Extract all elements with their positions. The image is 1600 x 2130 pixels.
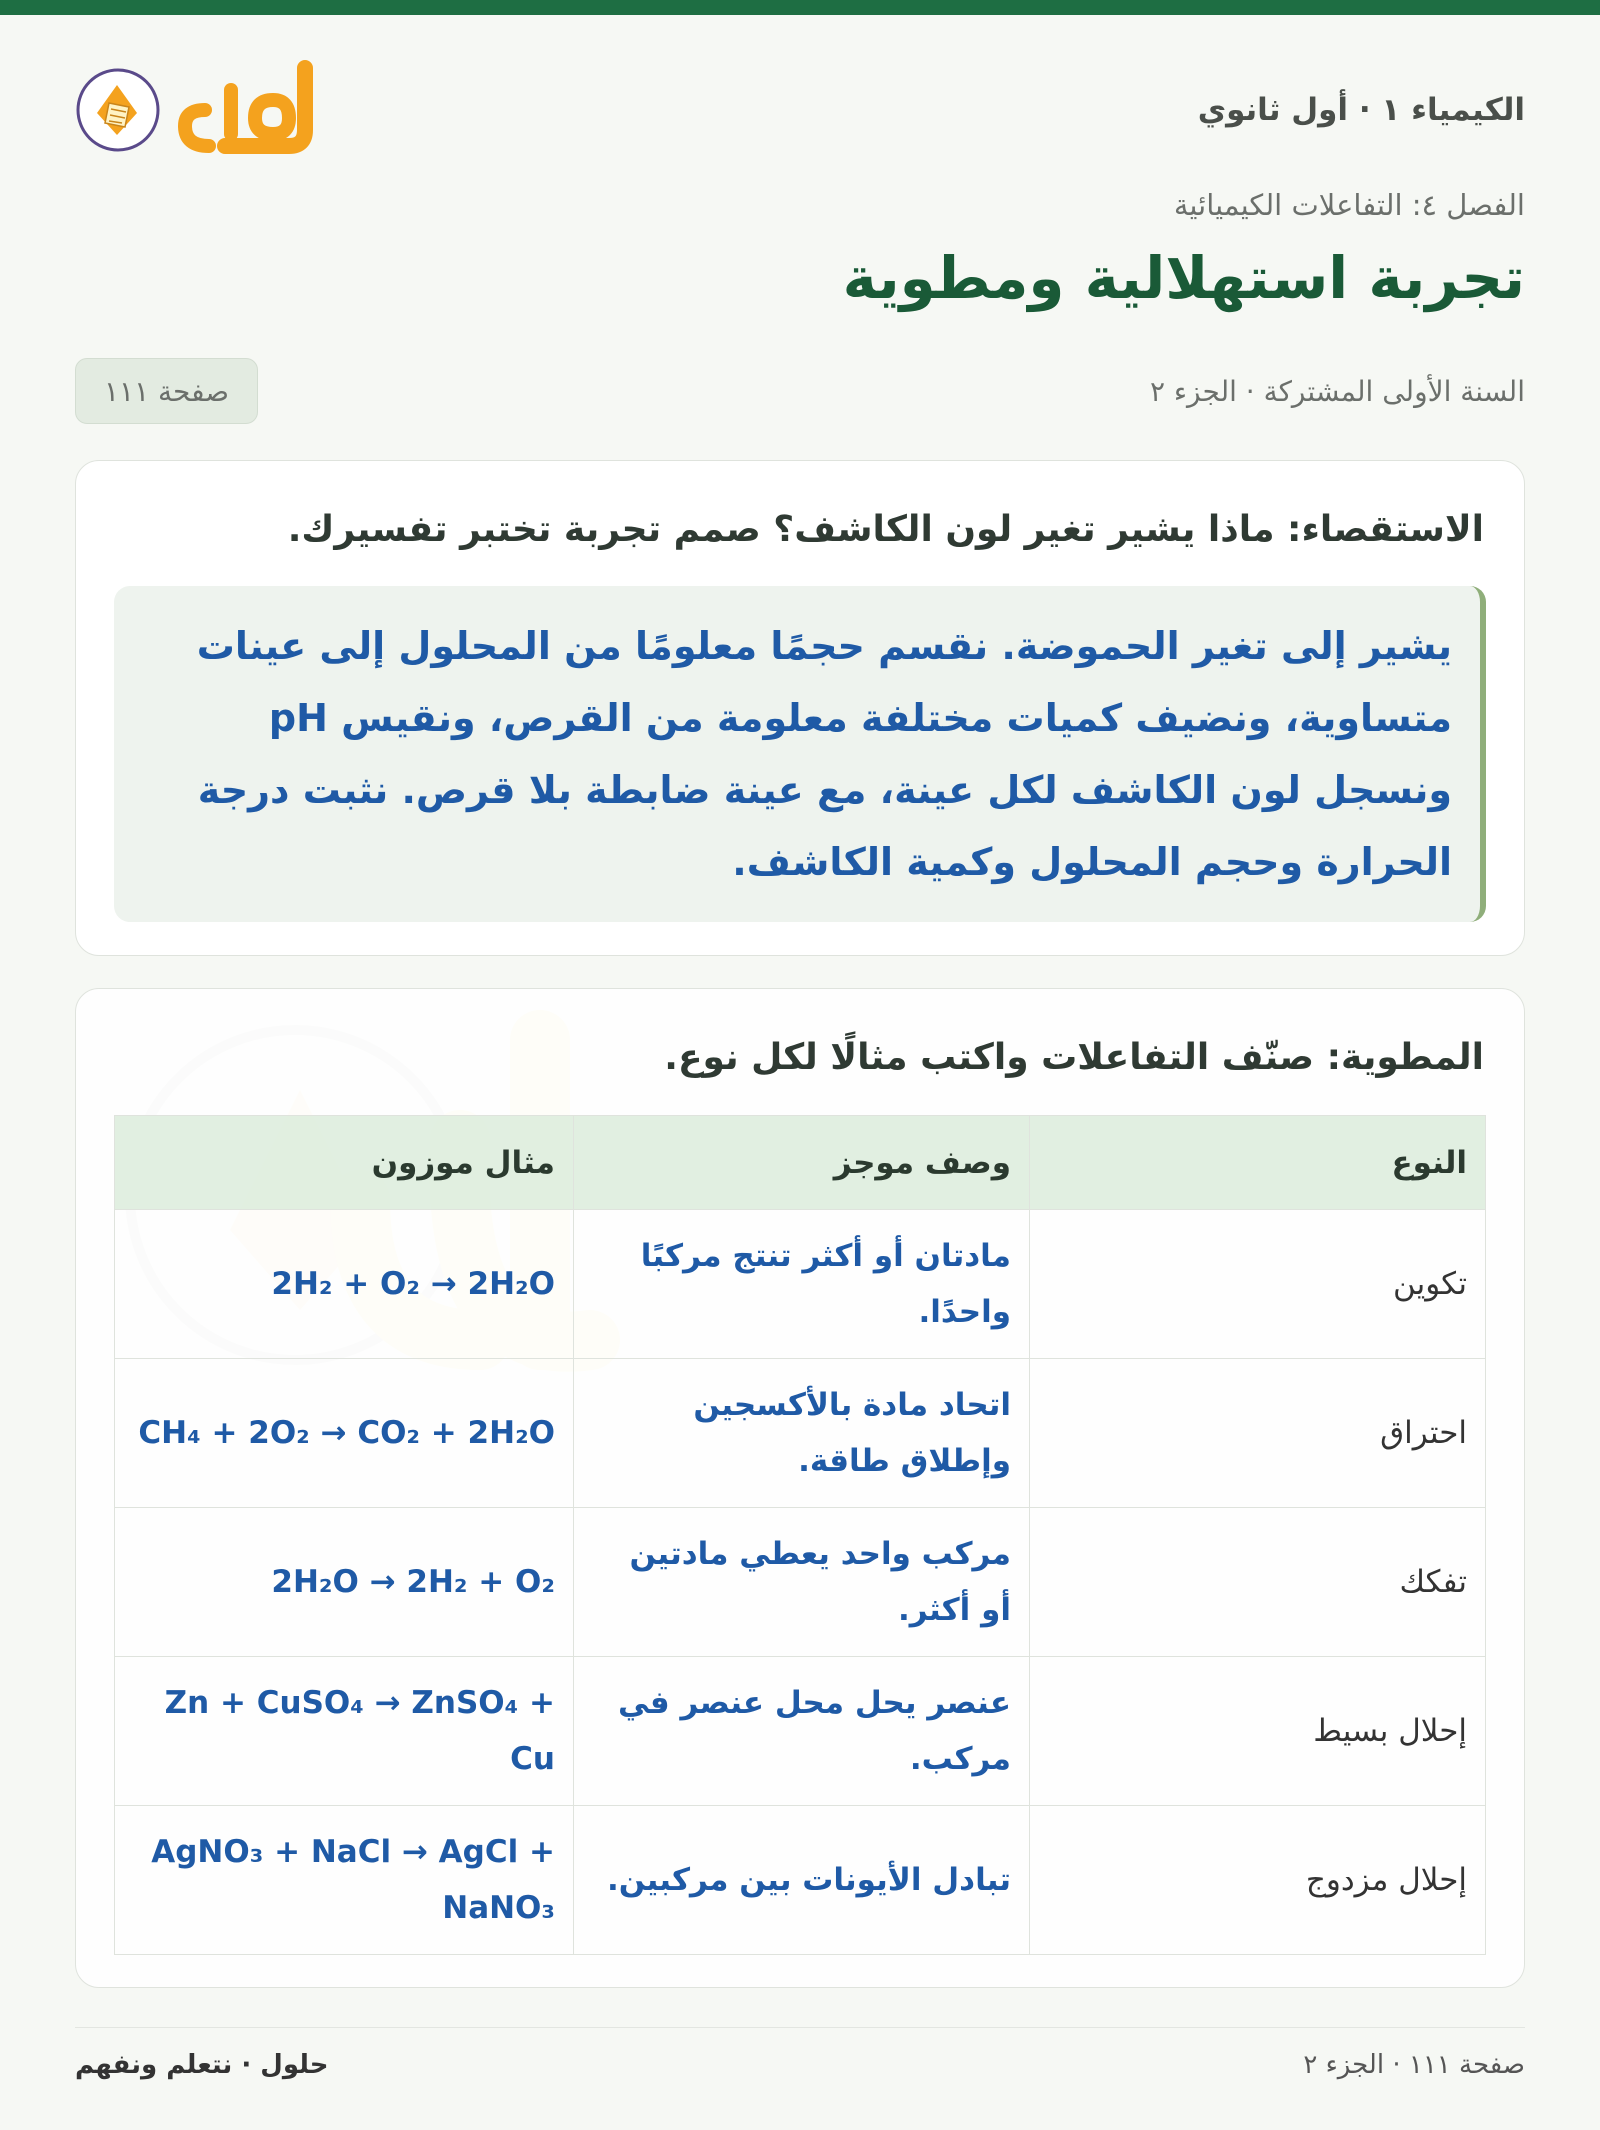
foldable-card (75, 988, 1525, 1988)
table-row (115, 1359, 1486, 1508)
site-logo[interactable] (75, 60, 335, 160)
inquiry-question: الاستقصاء: ماذا يشير تغير لون الكاشف؟ صمم تجربة تختبر تفسيرك. (287, 509, 1484, 550)
column-header-type: النوع (1030, 1116, 1486, 1210)
table-row (115, 1210, 1486, 1359)
footer-divider (75, 2027, 1525, 2028)
reaction-types-table (114, 1115, 1486, 1955)
reaction-equation: AgNO₃ + NaCl → AgCl + NaNO₃ (115, 1806, 574, 1955)
table-row (115, 1806, 1486, 1955)
footer-brand[interactable]: حلول · نتعلم ونفهم (75, 2050, 329, 2080)
book-title: الكيمياء ١ · أول ثانوي (1197, 92, 1525, 128)
reaction-equation: CH₄ + 2O₂ → CO₂ + 2H₂O (115, 1359, 574, 1508)
page-badge: صفحة ١١١ (75, 358, 258, 424)
logo-wordmark-icon (165, 60, 335, 160)
reaction-type: تكوين (1030, 1210, 1486, 1359)
book-page-icon (75, 67, 161, 153)
footer-page-info: صفحة ١١١ · الجزء ٢ (1303, 2050, 1525, 2080)
inquiry-answer: يشير إلى تغير الحموضة. نقسم حجمًا معلومًا من المحلول إلى عينات متساوية، ونضيف كميات مختلفة معلومة من القرص، ونقيس pH ونسجل لون الكاشف لكل عينة، مع عينة ضابطة بلا قرص. نثبت درجة الحرارة وحجم المحلول وكمية الكاشف. (114, 586, 1486, 922)
table-header-row (115, 1116, 1486, 1210)
top-accent-bar (0, 0, 1600, 15)
inquiry-card (75, 460, 1525, 956)
chapter-label: الفصل ٤: التفاعلات الكيميائية (1173, 188, 1525, 222)
reaction-type: احتراق (1030, 1359, 1486, 1508)
reaction-type: تفكك (1030, 1508, 1486, 1657)
reaction-equation: Zn + CuSO₄ → ZnSO₄ + Cu (115, 1657, 574, 1806)
reaction-type: إحلال مزدوج (1030, 1806, 1486, 1955)
reaction-description: مركب واحد يعطي مادتين أو أكثر. (574, 1508, 1030, 1657)
column-header-example: مثال موزون (115, 1116, 574, 1210)
reaction-type: إحلال بسيط (1030, 1657, 1486, 1806)
table-row (115, 1508, 1486, 1657)
reaction-description: عنصر يحل محل عنصر في مركب. (574, 1657, 1030, 1806)
reaction-description: اتحاد مادة بالأكسجين وإطلاق طاقة. (574, 1359, 1030, 1508)
reaction-equation: 2H₂O → 2H₂ + O₂ (115, 1508, 574, 1657)
page-title: تجربة استهلالية ومطوية (842, 244, 1525, 312)
reaction-equation: 2H₂ + O₂ → 2H₂O (115, 1210, 574, 1359)
reaction-description: تبادل الأيونات بين مركبين. (574, 1806, 1030, 1955)
subtitle: السنة الأولى المشتركة · الجزء ٢ (1149, 374, 1525, 408)
foldable-question: المطوية: صنّف التفاعلات واكتب مثالًا لكل نوع. (664, 1037, 1484, 1078)
table-row (115, 1657, 1486, 1806)
column-header-description: وصف موجز (574, 1116, 1030, 1210)
reaction-description: مادتان أو أكثر تنتج مركبًا واحدًا. (574, 1210, 1030, 1359)
